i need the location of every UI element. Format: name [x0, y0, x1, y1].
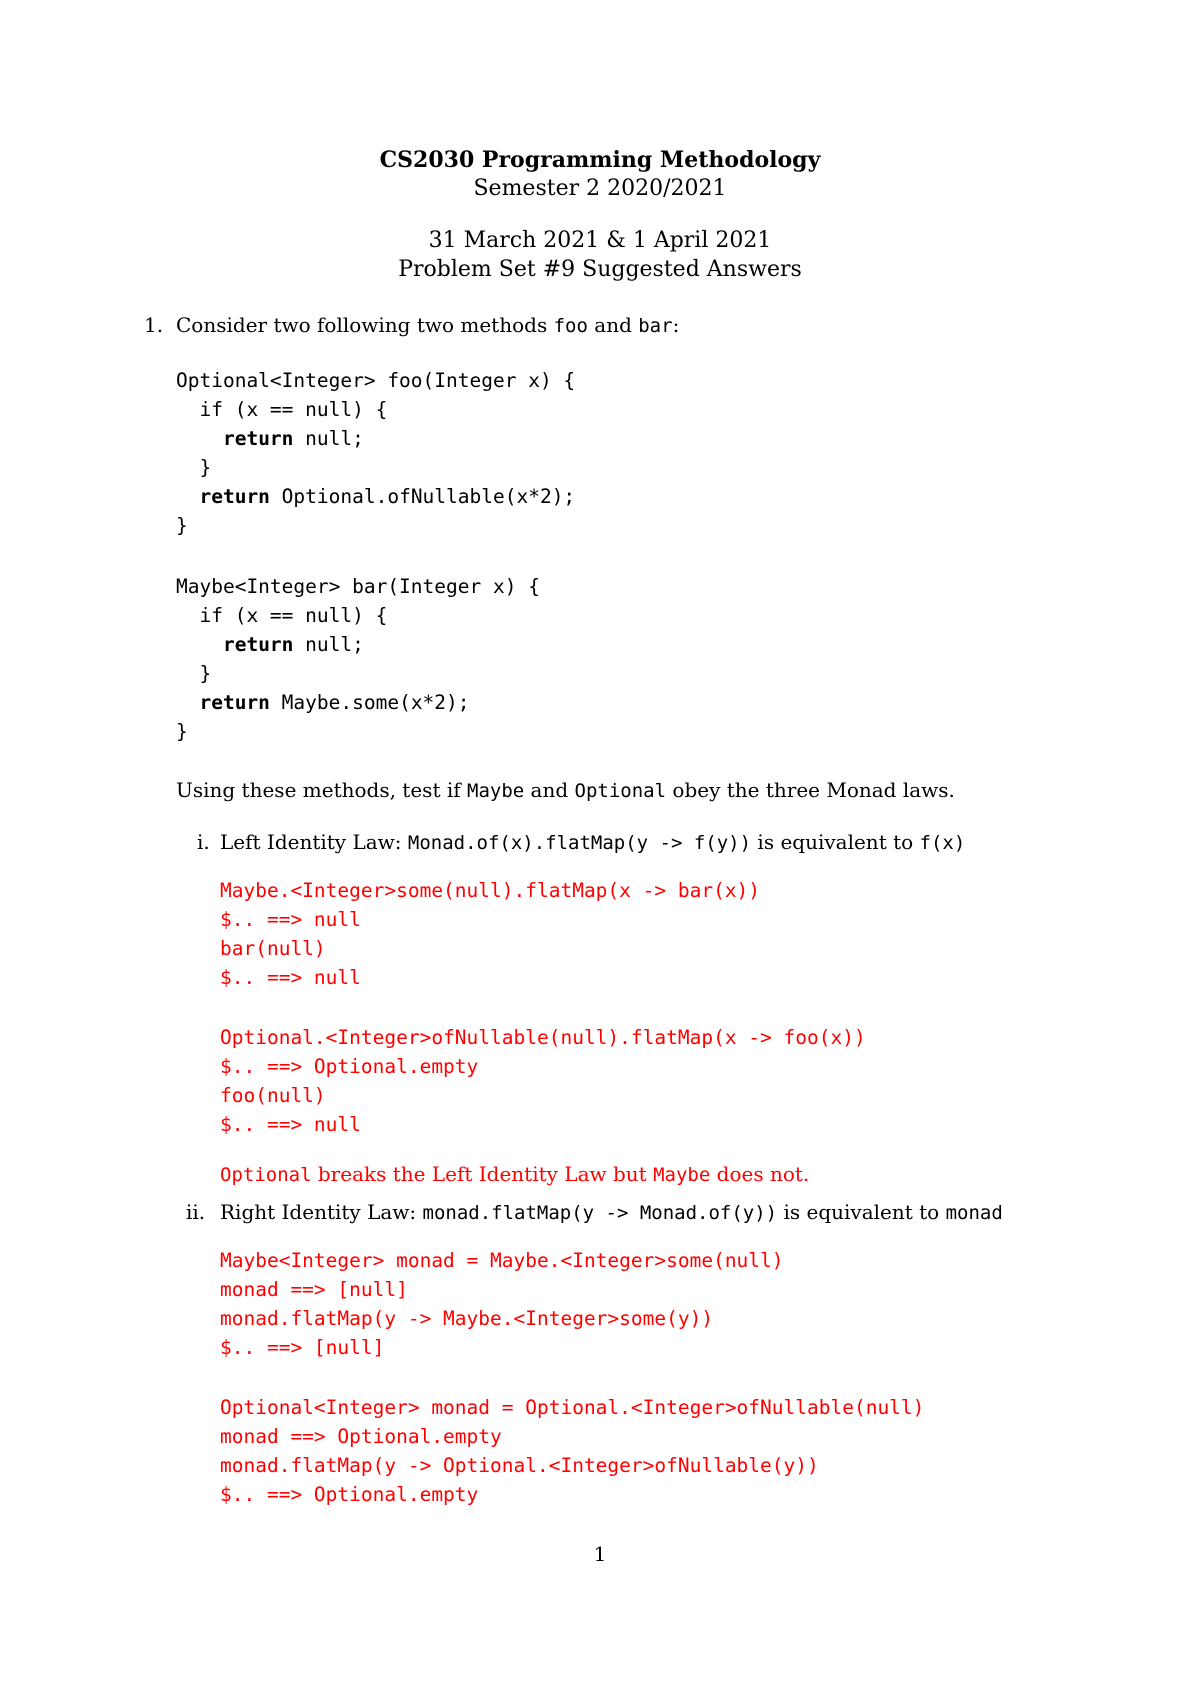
law1-mid: is equivalent to — [751, 830, 920, 854]
foo-code-line-2: if (x == null) { — [176, 398, 388, 421]
foo-code-line-3: return null; — [222, 427, 364, 450]
bar-code-line-2: if (x == null) { — [176, 604, 388, 627]
foo-code-line-6: } — [176, 514, 188, 537]
using-text: Using these methods, test if — [176, 778, 467, 802]
using-maybe: Maybe — [467, 780, 525, 802]
law1-conclusion — [220, 1161, 809, 1188]
law1-maybe-line-4: $.. ==> null — [220, 966, 361, 989]
return-keyword: return — [199, 485, 270, 508]
bar-code-line-6: } — [176, 720, 188, 743]
law2-expr: monad.flatMap(y -> Monad.of(y)) — [422, 1202, 778, 1224]
law1-statement — [220, 829, 965, 856]
law2-label: ii. — [186, 1200, 206, 1224]
law2-optional-line-2: monad ==> Optional.empty — [220, 1425, 502, 1448]
conclusion-text: breaks the Left Identity Law but — [311, 1162, 654, 1186]
law2-target: monad — [945, 1202, 1003, 1224]
law1-maybe-line-1: Maybe.<Integer>some(null).flatMap(x -> bar(x)) — [220, 879, 761, 902]
law2-statement — [220, 1199, 1003, 1226]
intro-and: and — [587, 313, 639, 337]
return-keyword: return — [199, 691, 270, 714]
intro-foo: foo — [553, 315, 588, 337]
law1-maybe-line-2: $.. ==> null — [220, 908, 361, 931]
law2-maybe-line-3: monad.flatMap(y -> Maybe.<Integer>some(y)) — [220, 1307, 714, 1330]
law1-label: i. — [197, 830, 210, 854]
foo-code-line-5: return Optional.ofNullable(x*2); — [199, 485, 576, 508]
foo-code-line-1: Optional<Integer> foo(Integer x) { — [176, 369, 576, 392]
semester: Semester 2 2020/2021 — [473, 176, 727, 201]
law2-optional-line-3: monad.flatMap(y -> Optional.<Integer>ofNullable(y)) — [220, 1454, 819, 1477]
intro-text: Consider two following two methods — [176, 313, 554, 337]
law2-mid: is equivalent to — [777, 1200, 946, 1224]
question-number: 1. — [144, 313, 164, 337]
date: 31 March 2021 & 1 April 2021 — [428, 228, 772, 253]
law2-maybe-line-2: monad ==> [null] — [220, 1278, 408, 1301]
bar-code-line-3: return null; — [222, 633, 364, 656]
law1-optional-line-3: foo(null) — [220, 1084, 326, 1107]
using-optional: Optional — [574, 780, 667, 802]
problem-set-title: Problem Set #9 Suggested Answers — [398, 257, 802, 282]
law2-optional-line-4: $.. ==> Optional.empty — [220, 1483, 479, 1506]
law1-target: f(x) — [919, 832, 966, 854]
page-number: 1 — [593, 1542, 607, 1566]
return-keyword: return — [222, 633, 294, 656]
law1-optional-line-4: $.. ==> null — [220, 1113, 361, 1136]
using-and: and — [524, 778, 575, 802]
bar-code-line-1: Maybe<Integer> bar(Integer x) { — [176, 575, 540, 598]
conclusion-maybe: Maybe — [653, 1164, 711, 1186]
conclusion-optional: Optional — [220, 1164, 312, 1186]
law1-name: Left Identity Law: — [220, 830, 408, 854]
bar-code-line-4: } — [176, 662, 212, 685]
law1-expr: Monad.of(x).flatMap(y -> f(y)) — [407, 832, 752, 854]
using-methods-sentence — [176, 777, 955, 804]
law2-name: Right Identity Law: — [220, 1200, 423, 1224]
law1-optional-line-2: $.. ==> Optional.empty — [220, 1055, 479, 1078]
conclusion-end: does not. — [710, 1162, 810, 1186]
law2-optional-line-1: Optional<Integer> monad = Optional.<Integer>ofNullable(null) — [220, 1396, 925, 1419]
course-title: CS2030 Programming Methodology — [379, 147, 821, 173]
intro-colon: : — [672, 313, 680, 337]
using-rest: obey the three Monad laws. — [666, 778, 955, 802]
law2-maybe-line-1: Maybe<Integer> monad = Maybe.<Integer>some(null) — [220, 1249, 784, 1272]
law2-maybe-line-4: $.. ==> [null] — [220, 1336, 385, 1359]
return-keyword: return — [222, 427, 294, 450]
law1-maybe-line-3: bar(null) — [220, 937, 326, 960]
foo-code-line-4: } — [176, 456, 212, 479]
question-intro — [176, 312, 679, 339]
bar-code-line-5: return Maybe.some(x*2); — [199, 691, 470, 714]
law1-optional-line-1: Optional.<Integer>ofNullable(null).flatMap(x -> foo(x)) — [220, 1026, 866, 1049]
intro-bar: bar — [638, 315, 673, 337]
